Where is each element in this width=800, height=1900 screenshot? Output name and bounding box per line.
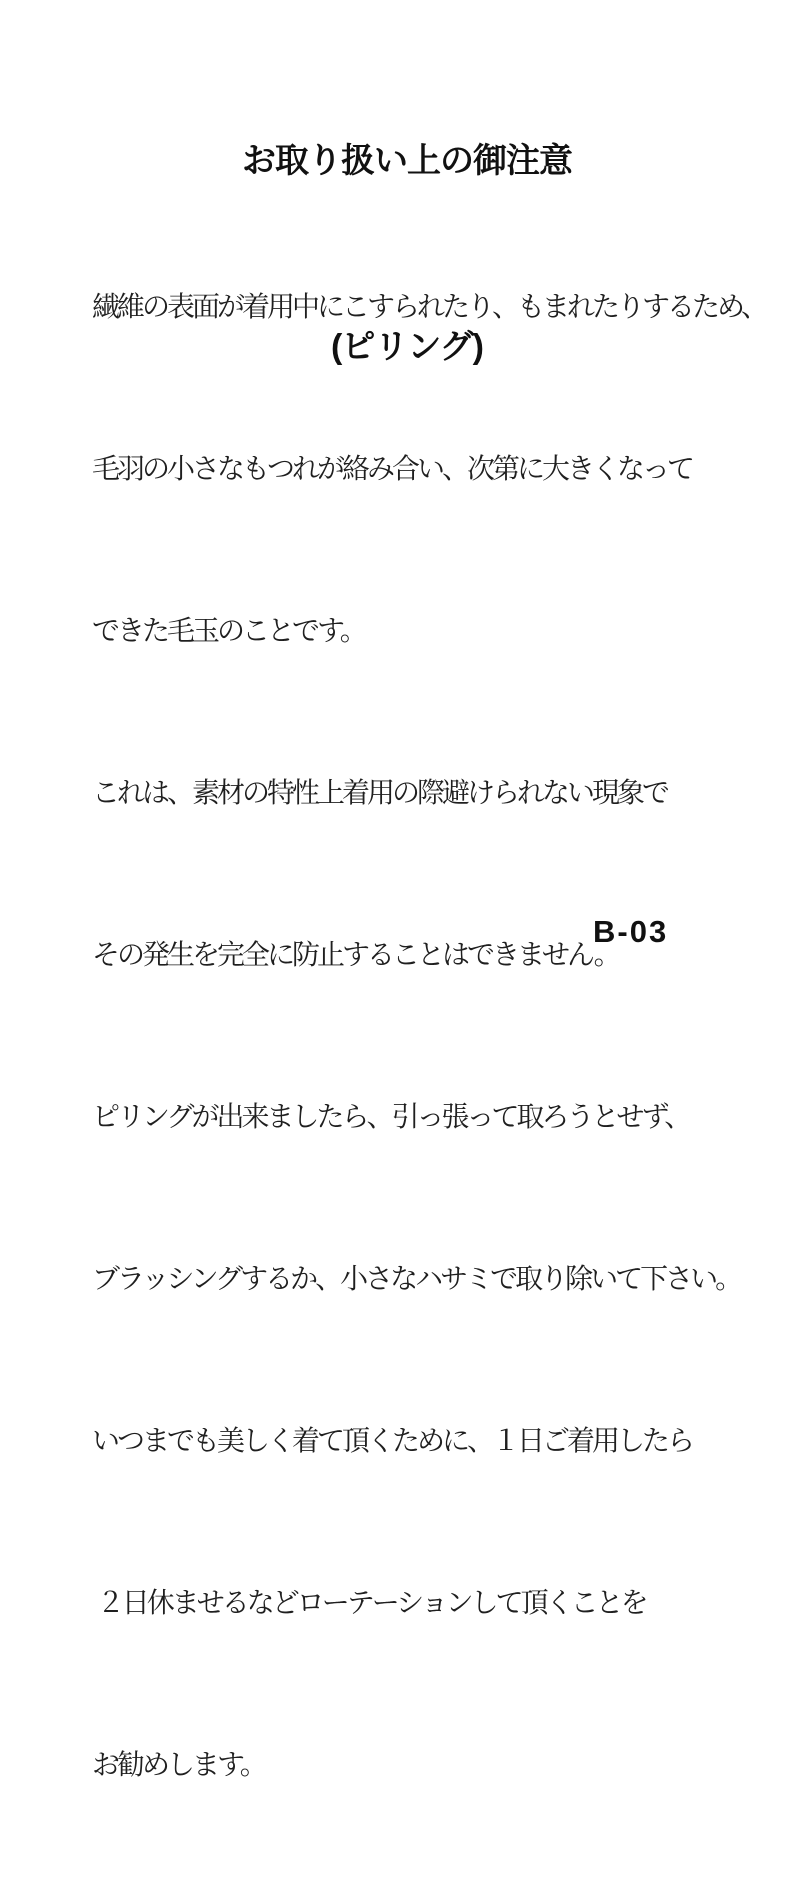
body-line: その発生を完全に防止することはできません。 <box>92 939 619 970</box>
body-line: お勧めします。 <box>92 1749 265 1780</box>
body-line: 繊維の表面が着用中にこすられたり、もまれたりするため、 <box>92 291 766 322</box>
body-line: 毛羽の小さなもつれが絡み合い、次第に大きくなって <box>92 453 693 484</box>
footer-code: B-03 <box>593 914 669 949</box>
body-text <box>92 172 792 1900</box>
body-line: ２日休ませるなどローテーションして頂くことを <box>92 1587 646 1618</box>
body-line: ピリングが出来ましたら、引っ張って取ろうとせず、 <box>92 1101 690 1132</box>
body-line: これは、素材の特性上着用の際避けられない現象で <box>92 777 668 808</box>
title-line-2: (ピリング) <box>331 328 483 366</box>
body-line: できた毛玉のことです。 <box>92 615 365 646</box>
title-line-1: お取り扱い上の御注意 <box>242 142 572 180</box>
body-line: ブラッシングするか、小さなハサミで取り除いて下さい。 <box>92 1263 741 1294</box>
body-line: いつまでも美しく着て頂くために、１日ご着用したら <box>92 1425 693 1456</box>
